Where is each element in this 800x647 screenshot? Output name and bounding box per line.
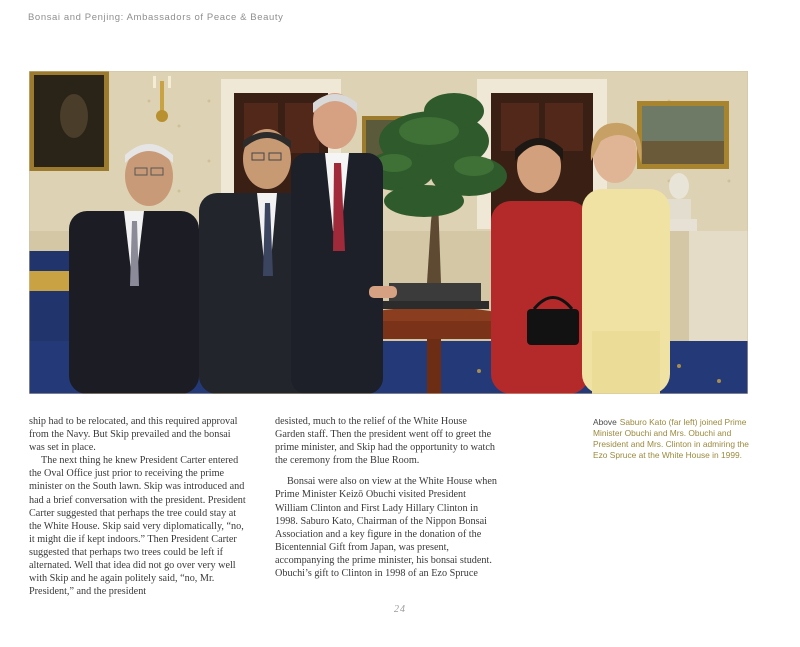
caption-text: Saburo Kato (far left) joined Prime Minister Obuchi and Mrs. Obuchi and President and Mrs. Clinton in admiring the Ezo Spruce at the White House in 1999.: [593, 417, 749, 460]
page-number: 24: [394, 604, 406, 615]
photo-illustration: [29, 71, 748, 394]
body-paragraph: Bonsai were also on view at the White House when Prime Minister Keizō Obuchi visited President William Clinton and First Lady Hillary Clinton in 1998. Saburo Kato, Chairman of the Nippon Bonsai Association and a key figure in the donation of the Bicentennial Gift from Japan, was present, accompanying the prime minister, his bonsai student. Obuchi’s gift to Clinton in 1998 of an Ezo Spruce: [275, 476, 498, 580]
running-head: Bonsai and Penjing: Ambassadors of Peace & Beauty: [28, 12, 284, 23]
body-column-right: [275, 415, 499, 580]
body-column-left: [29, 415, 247, 598]
body-paragraph: ship had to be relocated, and this required approval from the Navy. But Skip prevailed and the bonsai was set in place.: [29, 416, 238, 454]
photo-caption: [593, 417, 753, 461]
caption-lead: Above: [593, 417, 617, 427]
group-portrait-photo: [29, 71, 748, 394]
body-paragraph: desisted, much to the relief of the White House Garden staff. Then the president went off to greet the prime minister, and Skip had the opportunity to watch the ceremony from the Blue Room.: [275, 416, 496, 467]
body-paragraph: The next thing he knew President Carter entered the Oval Office just prior to receiving the prime minister on the South lawn. Skip was introduced and had a brief conversation with the president. President Carter suggested that perhaps the tree could stay at the White House. Skip said very diplomatically, “no, it might die if kept indoors.” Then President Carter suggested that perhaps two trees could be left if alternated. Well that idea did not go over very well with Skip and he again politely said, “no, Mr. President,” and the president: [29, 455, 246, 598]
